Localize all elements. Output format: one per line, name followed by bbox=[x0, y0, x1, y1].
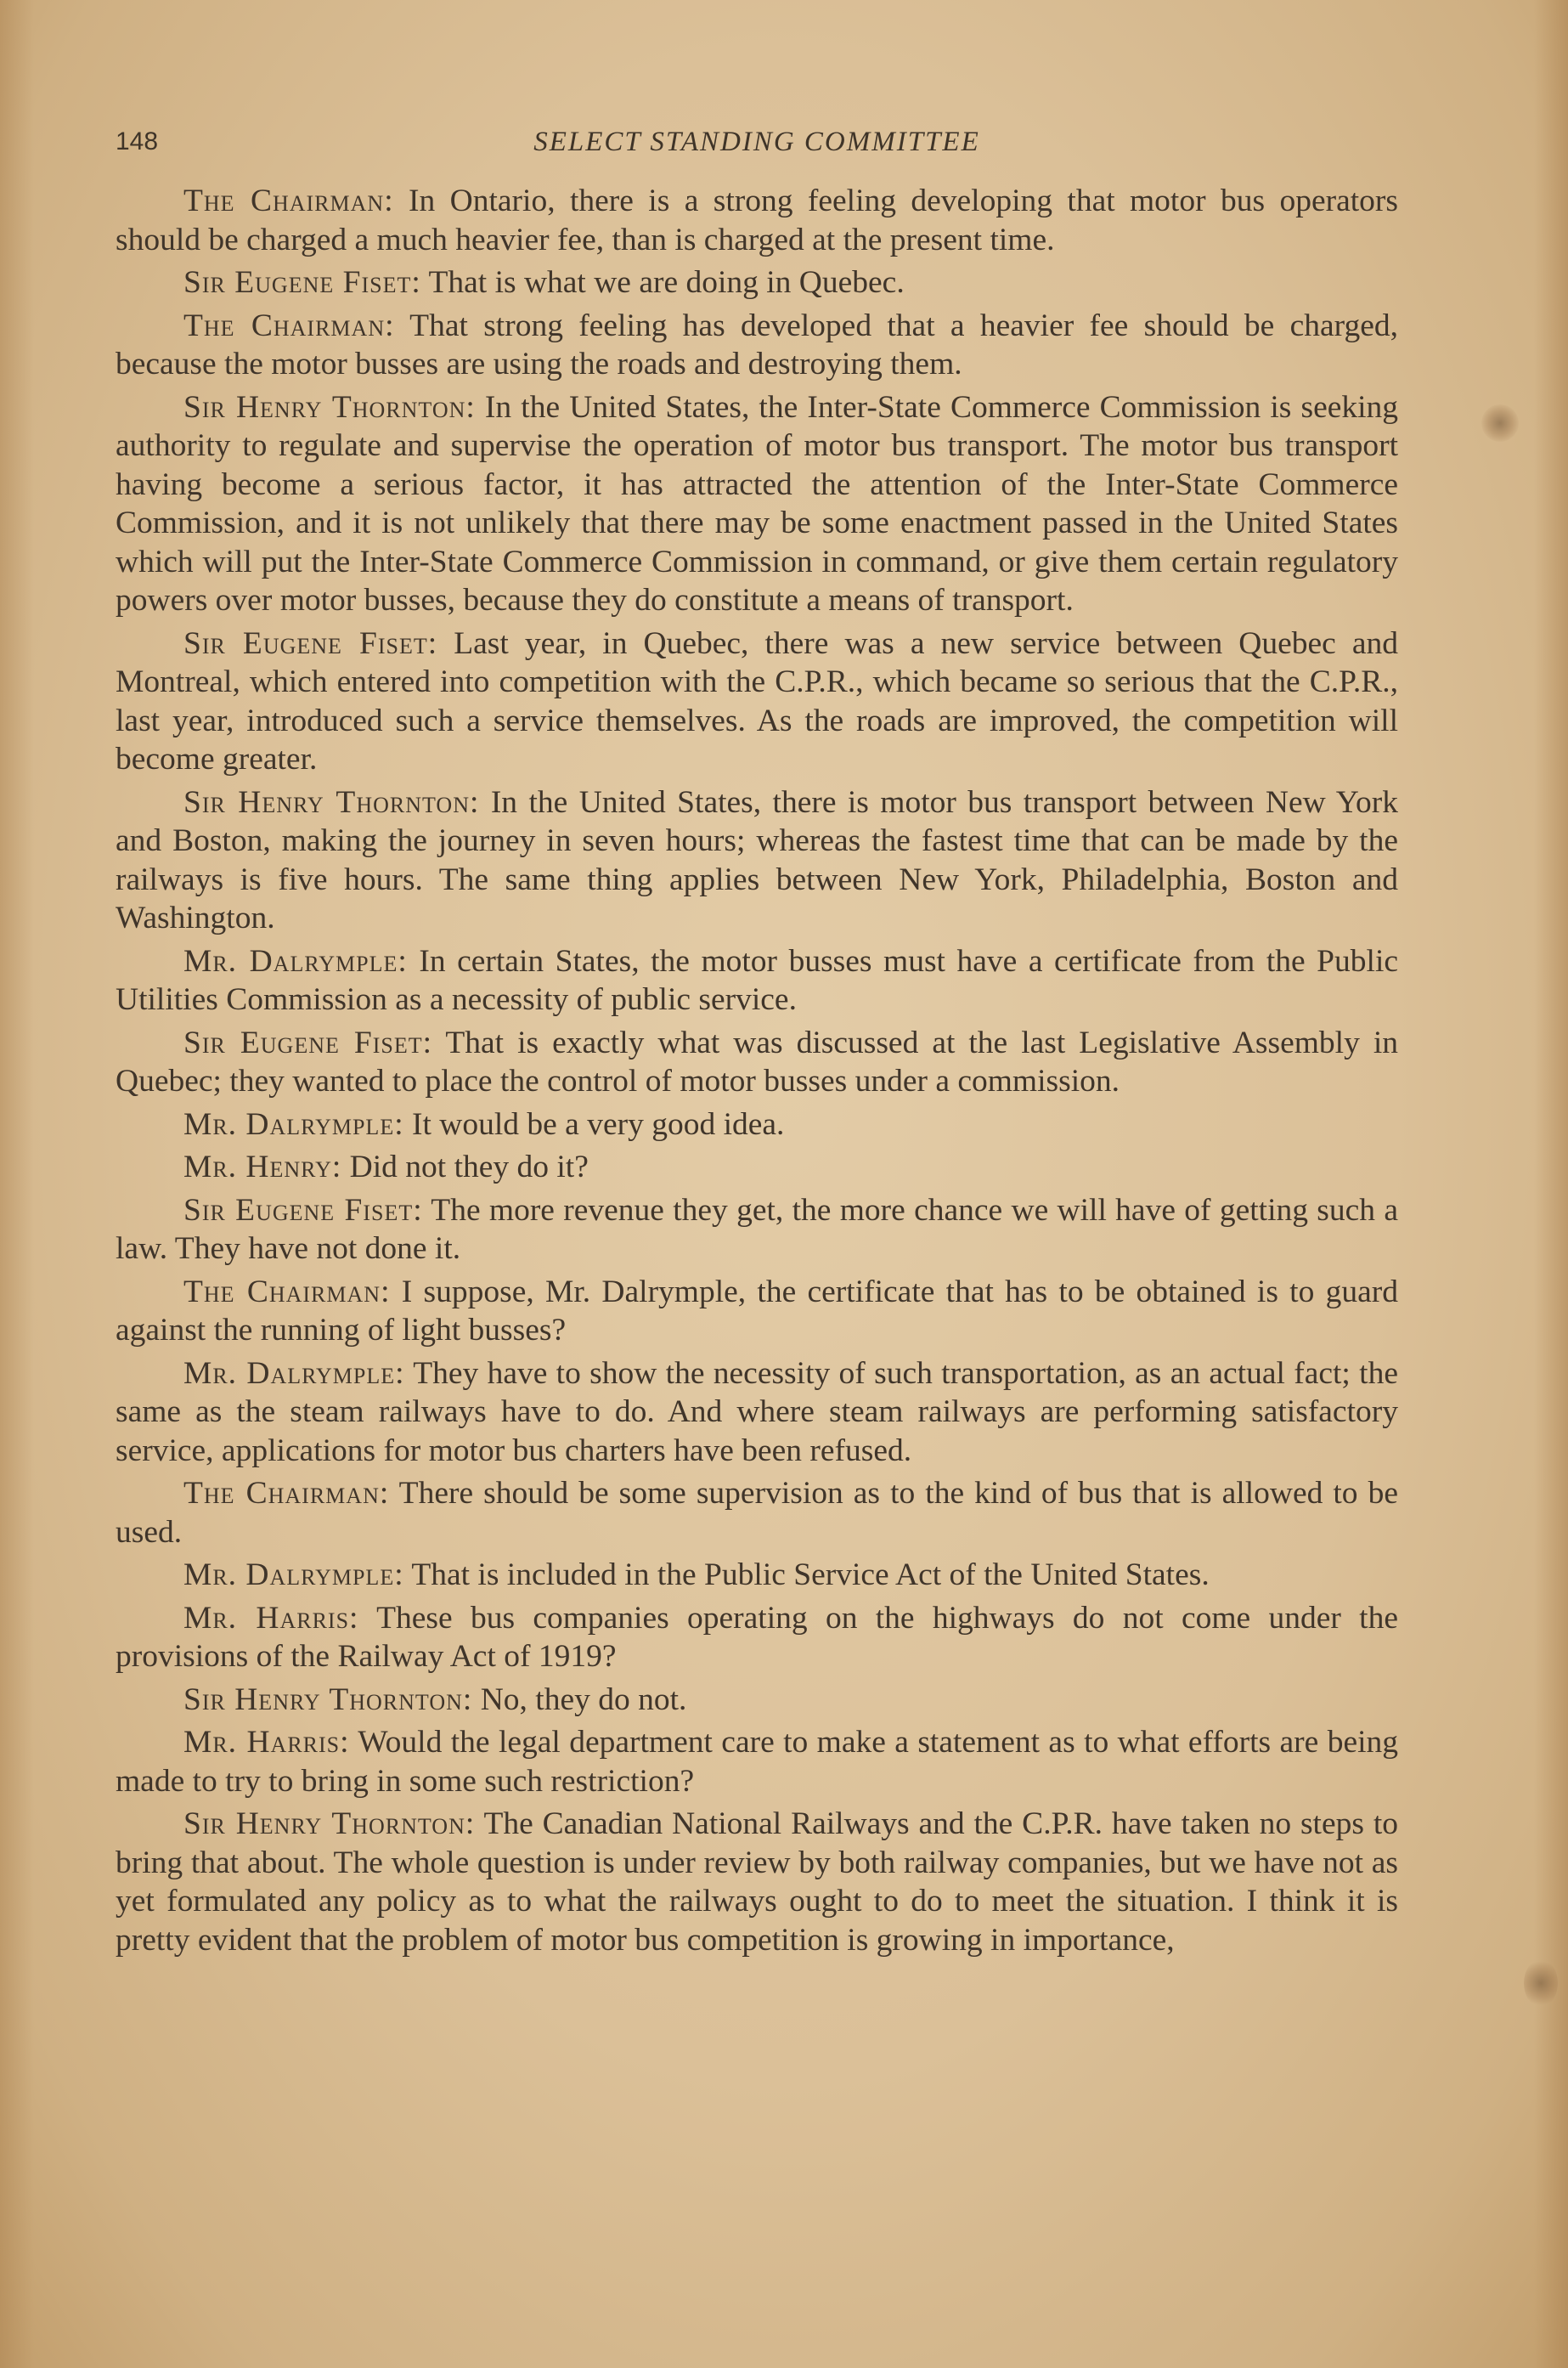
transcript-paragraph bbox=[116, 1805, 1398, 1959]
speaker-name: Mr. Dalrymple: bbox=[183, 1355, 405, 1391]
paragraph-text: Would the legal department care to make a statement as to what efforts are being made to try to bring in some such restriction? bbox=[116, 1725, 1399, 1799]
page-edge-shadow-right bbox=[1534, 0, 1568, 2368]
transcript-paragraph bbox=[116, 1599, 1398, 1676]
paragraph-text: No, they do not. bbox=[480, 1681, 687, 1717]
transcript-paragraph bbox=[116, 182, 1398, 259]
transcript-paragraph bbox=[116, 1024, 1398, 1101]
speaker-name: Sir Henry Thornton: bbox=[183, 389, 476, 425]
paragraph-text: The Canadian National Railways and the C.P.R. have taken no steps to bring that about. The whole question is under review by both railway companies, but we have not as yet formulated any policy as to what the railways ought to do to meet the situation. I think it is pretty evident that the problem of motor bus competition is growing in importance, bbox=[116, 1806, 1398, 1958]
page-number: 148 bbox=[116, 127, 159, 155]
speaker-name: The Chairman: bbox=[183, 1274, 391, 1309]
speaker-name: Mr. Dalrymple: bbox=[183, 1557, 404, 1592]
transcript-body bbox=[116, 182, 1398, 1964]
paper-stain bbox=[1524, 1959, 1558, 2007]
speaker-name: Sir Eugene Fiset: bbox=[183, 625, 438, 661]
paragraph-text: In certain States, the motor busses must have a certificate from the Public Utilities Commission as a necessity of public service. bbox=[116, 943, 1399, 1017]
transcript-paragraph bbox=[116, 1723, 1398, 1800]
paragraph-text: These bus companies operating on the highways do not come under the provisions of the Railway Act of 1919? bbox=[116, 1600, 1398, 1674]
speaker-name: Sir Henry Thornton: bbox=[183, 784, 480, 820]
transcript-paragraph bbox=[116, 783, 1398, 938]
paragraph-text: The more revenue they get, the more chance we will have of getting such a law. They have not done it. bbox=[116, 1192, 1398, 1266]
speaker-name: Sir Eugene Fiset: bbox=[183, 1025, 433, 1060]
speaker-name: Sir Eugene Fiset: bbox=[183, 1192, 423, 1228]
paragraph-text: There should be some supervision as to the kind of bus that is allowed to be used. bbox=[116, 1476, 1398, 1550]
transcript-paragraph bbox=[116, 1556, 1398, 1595]
transcript-paragraph bbox=[116, 1681, 1398, 1720]
page-edge-shadow-left bbox=[0, 0, 34, 2368]
speaker-name: Mr. Dalrymple: bbox=[183, 943, 408, 979]
transcript-paragraph bbox=[116, 942, 1398, 1020]
paragraph-text: I suppose, Mr. Dalrymple, the certificate that has to be obtained is to guard against the running of light busses? bbox=[116, 1274, 1399, 1348]
speaker-name: Sir Eugene Fiset: bbox=[183, 265, 421, 300]
speaker-name: The Chairman: bbox=[183, 308, 395, 343]
speaker-name: The Chairman: bbox=[183, 1476, 390, 1511]
speaker-name: The Chairman: bbox=[183, 184, 394, 218]
transcript-paragraph bbox=[116, 307, 1398, 384]
speaker-name: Mr. Harris: bbox=[183, 1725, 350, 1760]
paragraph-text: In the United States, there is motor bus transport between New York and Boston, making the journey in seven hours; whereas the fastest time that can be made by the railways is five hours. The same thing applies between New York, Philadelphia, Boston and Washington. bbox=[116, 784, 1399, 935]
transcript-paragraph bbox=[116, 1148, 1398, 1187]
paragraph-text: That strong feeling has developed that a heavier fee should be charged, because the motor busses are using the roads and destroying them. bbox=[116, 308, 1398, 381]
paragraph-text: That is included in the Public Service Act of the United States. bbox=[411, 1557, 1210, 1592]
paragraph-text: It would be a very good idea. bbox=[412, 1106, 785, 1142]
paragraph-text: They have to show the necessity of such transportation, as an actual fact; the same as the steam railways have to do. And where steam railways are performing satisfactory service, applications for motor bus charters have been refused. bbox=[116, 1355, 1398, 1468]
transcript-paragraph bbox=[116, 1474, 1398, 1551]
transcript-paragraph bbox=[116, 1105, 1398, 1144]
paragraph-text: Did not they do it? bbox=[349, 1150, 589, 1184]
paragraph-text: In Ontario, there is a strong feeling developing that motor bus operators should be charged a much heavier fee, than is charged at the present time. bbox=[116, 184, 1398, 257]
transcript-paragraph bbox=[116, 624, 1398, 779]
speaker-name: Mr. Dalrymple: bbox=[183, 1106, 404, 1142]
transcript-paragraph bbox=[116, 1354, 1398, 1471]
paragraph-text: In the United States, the Inter-State Commerce Commission is seeking authority to regulate and supervise the operation of motor bus transport. The motor bus transport having become a serious factor, it has attracted the attention of the Inter-State Commerce Commission, and it is not unlikely that there may be some enactment passed in the United States which will put the Inter-State Commerce Commission in command, or give them certain regulatory powers over motor busses, because they do constitute a means of transport. bbox=[116, 389, 1399, 618]
paragraph-text: That is exactly what was discussed at the last Legislative Assembly in Quebec; they wanted to place the control of motor busses under a commission. bbox=[116, 1025, 1398, 1099]
transcript-paragraph bbox=[116, 388, 1398, 620]
paragraph-text: That is what we are doing in Quebec. bbox=[428, 265, 905, 300]
running-title: SELECT STANDING COMMITTEE bbox=[533, 127, 980, 157]
transcript-paragraph bbox=[116, 1273, 1398, 1350]
speaker-name: Sir Henry Thornton: bbox=[183, 1806, 476, 1841]
paper-stain bbox=[1481, 404, 1519, 442]
speaker-name: Sir Henry Thornton: bbox=[183, 1681, 473, 1717]
paragraph-text: Last year, in Quebec, there was a new service between Quebec and Montreal, which entered into competition with the C.P.R., which became so serious that the C.P.R., last year, introduced such a service themselves. As the roads are improved, the competition will become greater. bbox=[116, 625, 1399, 777]
speaker-name: Mr. Henry: bbox=[183, 1150, 342, 1184]
speaker-name: Mr. Harris: bbox=[183, 1600, 359, 1636]
transcript-paragraph bbox=[116, 263, 1398, 302]
page-header bbox=[116, 121, 1398, 163]
transcript-paragraph bbox=[116, 1191, 1398, 1269]
